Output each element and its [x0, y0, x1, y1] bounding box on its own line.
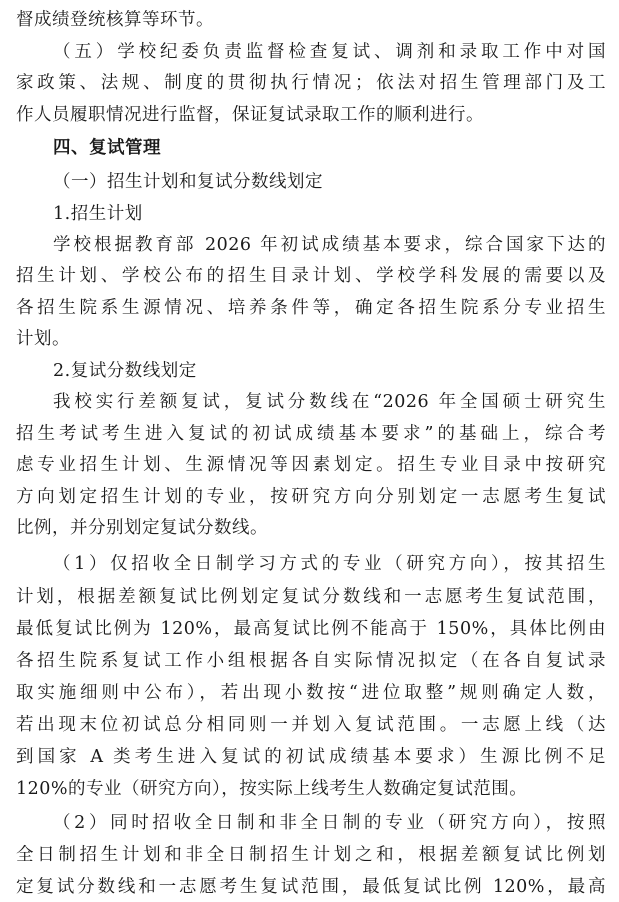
text-line: 取实施细则中公布），若出现小数按“进位取整”规则确定人数，: [16, 683, 606, 703]
text-line: （1）仅招收全日制学习方式的专业（研究方向），按其招生: [53, 554, 606, 574]
text-line: 作人员履职情况进行监督，保证复试录取工作的顺利进行。: [16, 105, 484, 125]
text-line: 虑专业招生计划、生源情况等因素划定。招生专业目录中按研究: [16, 455, 606, 475]
text-line: 若出现末位初试总分相同则一并划入复试范围。一志愿上线（达: [16, 715, 606, 735]
text-line: 家政策、法规、制度的贯彻执行情况；依法对招生管理部门及工: [16, 73, 606, 93]
text-line: 我校实行差额复试，复试分数线在“2026 年全国硕士研究生: [53, 392, 606, 412]
text-line: 招生考试考生进入复试的初试成绩基本要求”的基础上，综合考: [16, 424, 606, 444]
section-heading: 四、复试管理: [53, 138, 161, 158]
text-line: 各招生院系复试工作小组根据各自实际情况拟定（在各自复试录: [16, 651, 606, 671]
text-line: 学校根据教育部 2026 年初试成绩基本要求，综合国家下达的: [53, 235, 606, 255]
subsection-heading: （一）招生计划和复试分数线划定: [53, 172, 323, 192]
text-line: 计划。: [16, 329, 70, 349]
subsection-heading: 1.招生计划: [53, 204, 143, 224]
text-line: 定复试分数线和一志愿考生复试范围，最低复试比例 120%，最高: [16, 877, 606, 897]
text-line: 到国家 A 类考生进入复试的初试成绩基本要求）生源比例不足: [16, 747, 606, 767]
text-line: 督成绩登统核算等环节。: [16, 10, 214, 30]
text-line: 方向划定招生计划的专业，按研究方向分别划定一志愿考生复试: [16, 487, 606, 507]
text-line: 各招生院系生源情况、培养条件等，确定各招生院系分专业招生: [16, 298, 606, 318]
text-line: （2）同时招收全日制和非全日制的专业（研究方向），按照: [53, 813, 606, 833]
text-line: 招生计划、学校公布的招生目录计划、学校学科发展的需要以及: [16, 266, 606, 286]
text-line: （五）学校纪委负责监督检查复试、调剂和录取工作中对国: [53, 42, 606, 62]
subsection-heading: 2.复试分数线划定: [53, 361, 197, 381]
text-line: 全日制招生计划和非全日制招生计划之和，根据差额复试比例划: [16, 845, 606, 865]
text-line: 计划，根据差额复试比例划定复试分数线和一志愿考生复试范围，: [16, 587, 606, 607]
text-line: 最低复试比例为 120%，最高复试比例不能高于 150%，具体比例由: [16, 619, 606, 639]
text-line: 比例，并分别划定复试分数线。: [16, 518, 268, 538]
text-line: 120%的专业（研究方向），按实际上线考生人数确定复试范围。: [16, 779, 528, 799]
